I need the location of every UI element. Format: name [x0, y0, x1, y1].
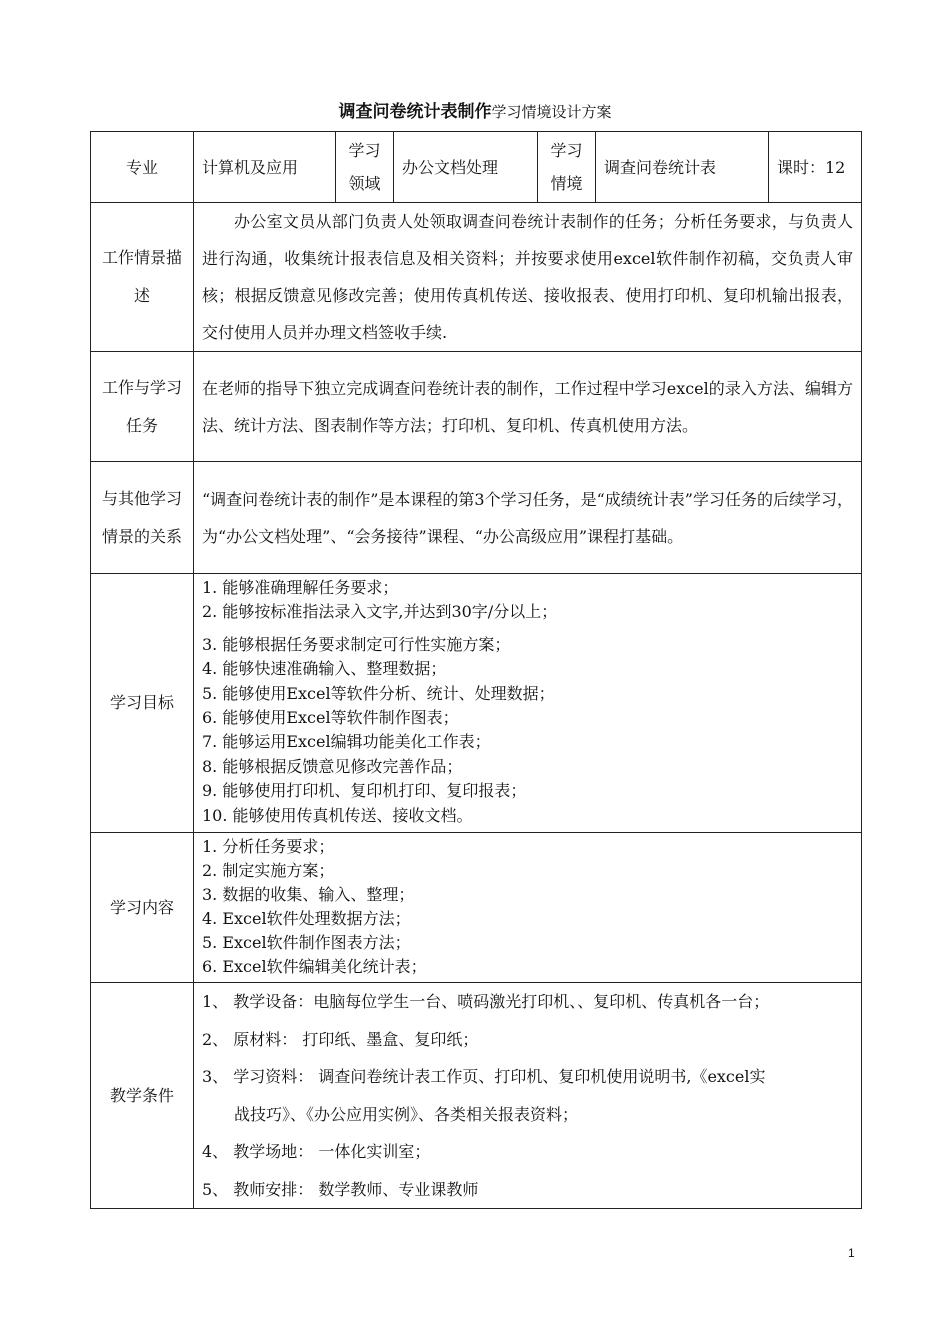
tasks-cell [194, 352, 862, 462]
hours-value: 课时：12 [769, 132, 862, 203]
content-cell [194, 833, 862, 983]
relation-cell [194, 462, 862, 574]
field-label: 学习领域 [336, 132, 394, 203]
relation-row [91, 462, 862, 574]
goal-item: 1. 能够准确理解任务要求； [202, 578, 399, 597]
scenario-row [91, 203, 862, 352]
relation-text: “调查问卷统计表的制作”是本课程的第3个学习任务，是“成绩统计表”学习任务的后续学习，为“办公文档处理”、“会务接待”课程、“办公高级应用”课程打基础。 [202, 489, 853, 546]
scenario-label: 工作情景描述 [91, 203, 194, 352]
major-value: 计算机及应用 [194, 132, 336, 203]
goal-item: 2. 能够按标准指法录入文字,并达到30字/分以上； [202, 602, 558, 622]
goal-item: 4. 能够快速准确输入、整理数据； [202, 659, 447, 679]
design-table [90, 131, 862, 1209]
condition-venue: 4、 教学场地： 一体化实训室； [202, 1142, 431, 1161]
goals-row [91, 574, 862, 833]
conditions-cell [194, 983, 862, 1209]
goal-item: 7. 能够运用Excel编辑功能美化工作表； [202, 732, 491, 752]
scenario-cell [194, 203, 862, 352]
condition-teachers: 5、 教师安排： 数学教师、专业课教师 [202, 1179, 479, 1199]
goal-item: 10. 能够使用传真机传送、接收文档。 [202, 805, 473, 825]
header-row [91, 132, 862, 203]
content-item: 3. 数据的收集、输入、整理； [202, 885, 415, 904]
conditions-label: 教学条件 [91, 983, 194, 1209]
condition-references: 3、 学习资料： 调查问卷统计表工作页、打印机、复印机使用说明书,《excel实 [202, 1067, 766, 1086]
document-title [0, 100, 950, 124]
goal-item: 5. 能够使用Excel等软件分析、统计、处理数据； [202, 683, 555, 703]
goals-label: 学习目标 [91, 574, 194, 833]
title-bold: 调查问卷统计表制作 [338, 102, 492, 122]
relation-label: 与其他学习情景的关系 [91, 462, 194, 574]
scenario-text: 办公室文员从部门负责人处领取调查问卷统计表制作的任务；分析任务要求，与负责人进行沟通，收集统计报表信息及相关资料；并按要求使用excel软件制作初稿，交负责人审核；根据反馈意见修改完善；使用传真机传送、接收报表、使用打印机、复印机输出报表，交付使用人员并办理文档签收手续. [202, 212, 853, 342]
content-item: 1. 分析任务要求； [202, 837, 335, 856]
content-row [91, 833, 862, 983]
condition-references-cont: 战技巧》、《办公应用实例》、各类相关报表资料； [234, 1104, 579, 1124]
content-label: 学习内容 [91, 833, 194, 983]
content-item: 2. 制定实施方案； [202, 861, 335, 880]
title-rest: 学习情境设计方案 [491, 103, 612, 121]
condition-materials: 2、 原材料： 打印纸、墨盒、复印纸； [202, 1029, 479, 1049]
content-item: 6. Excel软件编辑美化统计表； [202, 957, 427, 976]
page-number: 1 [848, 1246, 855, 1260]
field-value: 办公文档处理 [394, 132, 538, 203]
goal-item: 6. 能够使用Excel等软件制作图表； [202, 708, 459, 728]
content-list [202, 833, 853, 979]
tasks-label: 工作与学习任务 [91, 352, 194, 462]
situation-label: 学习情境 [538, 132, 596, 203]
content-item: 4. Excel软件处理数据方法； [202, 909, 411, 928]
goal-item: 9. 能够使用打印机、复印机打印、复印报表； [202, 781, 527, 801]
goals-cell [194, 574, 862, 833]
goals-list [202, 574, 853, 828]
situation-value: 调查问卷统计表 [596, 132, 769, 203]
major-label: 专业 [91, 132, 194, 203]
content-item: 5. Excel软件制作图表方法； [202, 933, 411, 952]
goal-item: 8. 能够根据反馈意见修改完善作品； [202, 756, 463, 776]
goal-item: 3. 能够根据任务要求制定可行性实施方案； [202, 634, 511, 654]
tasks-text: 在老师的指导下独立完成调查问卷统计表的制作，工作过程中学习excel的录入方法、编辑方法、统计方法、图表制作等方法；打印机、复印机、传真机使用方法。 [202, 378, 853, 435]
tasks-row [91, 352, 862, 462]
condition-equipment: 1、 教学设备：电脑每位学生一台、喷码激光打印机、、复印机、传真机各一台； [202, 992, 770, 1011]
conditions-row [91, 983, 862, 1209]
